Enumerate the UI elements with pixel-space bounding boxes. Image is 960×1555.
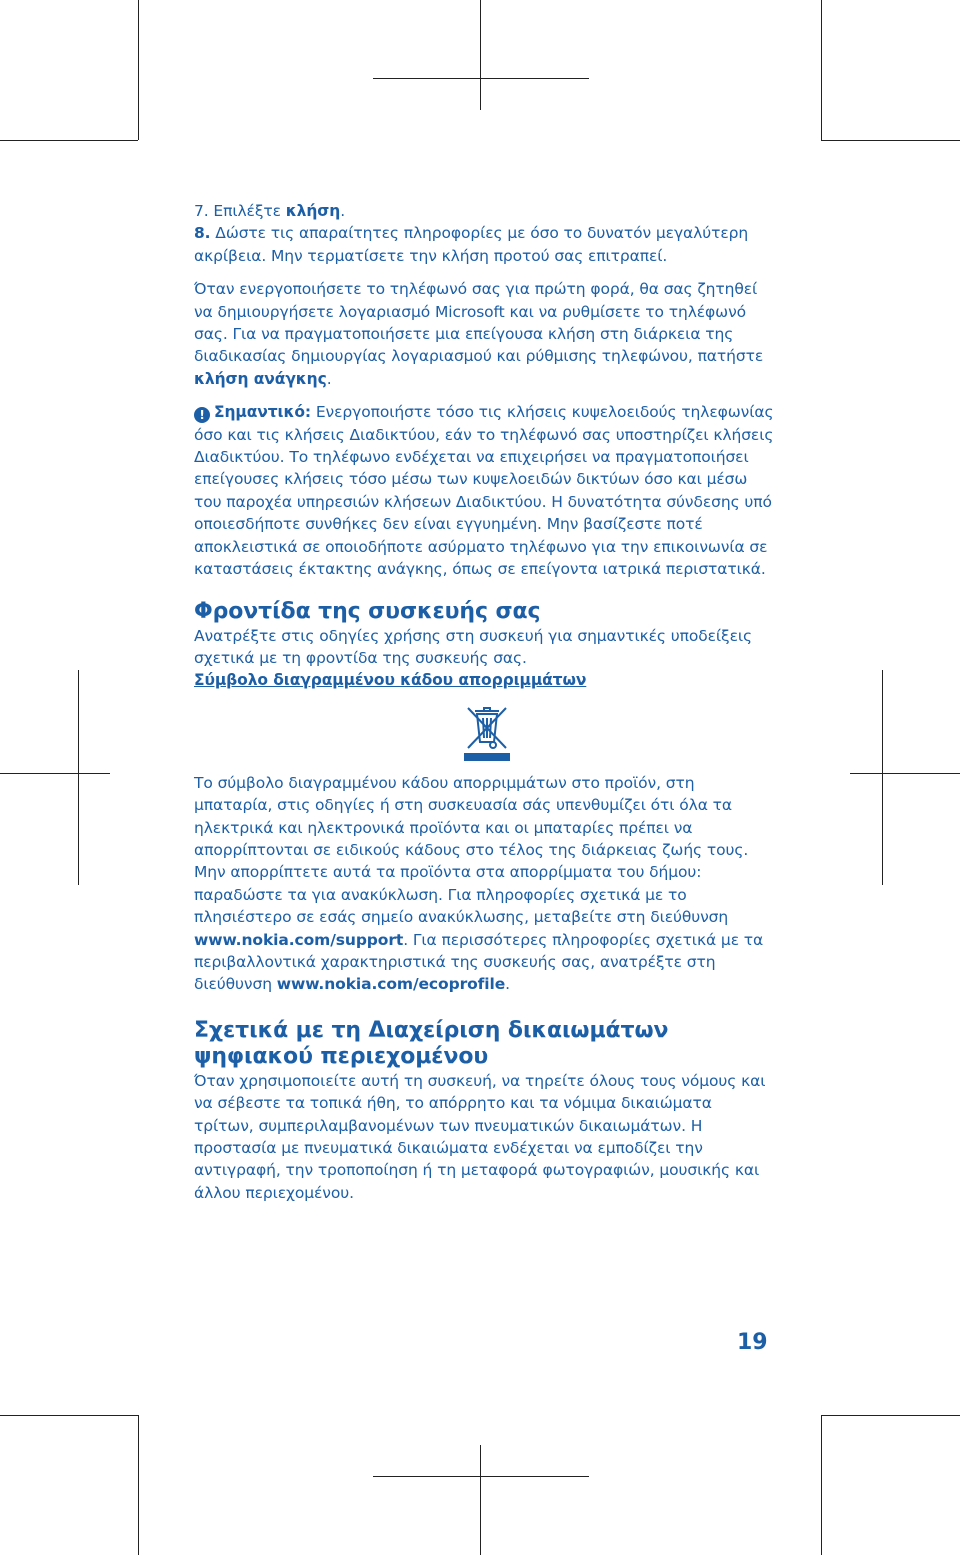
crop-mark <box>0 140 138 141</box>
step-8-text: Δώστε τις απαραίτητες πληροφορίες με όσο το δυνατόν μεγαλύτερη ακρίβεια. Μην τερματίσετε την κλήση προτού σας επιτραπεί. <box>194 224 749 265</box>
crop-mark <box>821 1415 960 1416</box>
exclamation-icon: ! <box>194 407 210 423</box>
step-7-emphasis: κλήση <box>285 202 341 220</box>
crop-mark <box>850 773 960 774</box>
intro-suffix: . <box>326 369 332 388</box>
step-8-number: 8. <box>194 224 211 243</box>
crop-mark <box>78 670 79 885</box>
recycling-paragraph <box>194 772 774 996</box>
recycling-text-2: . Για περισσότερες πληροφορίες σχετικά με τα περιβαλλοντικά χαρακτηριστικά της συσκευής σας, ανατρέξτε στη διεύθυνση <box>194 930 764 994</box>
step-7 <box>194 200 774 222</box>
support-link[interactable]: www.nokia.com/support <box>194 930 404 949</box>
crop-mark <box>821 140 960 141</box>
bin-subheading: Σύμβολο διαγραμμένου κάδου απορριμμάτων <box>194 671 587 690</box>
intro-text: Όταν ενεργοποιήσετε το τηλέφωνό σας για πρώτη φορά, θα σας ζητηθεί να δημιουργήσετε λογαριασμό Microsoft και να ρυθμίσετε το τηλέφωνό σας. Για να πραγματοποιήσετε μια επείγουσα κλήση στη διάρκεια της διαδικασίας δημιουργίας λογαριασμού και ρύθμισης τηλεφώνου, πατήστε <box>194 280 764 366</box>
drm-heading: Σχετικά με τη Διαχείριση δικαιωμάτων ψηφιακού περιεχομένου <box>194 1017 669 1069</box>
intro-emphasis: κλήση ανάγκης <box>194 369 327 388</box>
crossed-out-wheelie-bin-icon <box>462 702 512 762</box>
ecoprofile-link[interactable]: www.nokia.com/ecoprofile <box>276 975 506 994</box>
drm-text: Όταν χρησιμοποιείτε αυτή τη συσκευή, να τηρείτε όλους τους νόμους και να σέβεστε τα τοπικά ήθη, το απόρρητο και τα νόμιμα δικαιώματα τρίτων, συμπεριλαμβανομένων των πνευματικών δικαιωμάτων. Η προστασία με πνευματικά δικαιώματα ενδέχεται να εμποδίζει την αντιγραφή, την τροποποίηση ή τη μεταφορά φωτογραφιών, μουσικής και άλλου περιεχομένου. <box>194 1071 766 1202</box>
crop-mark <box>0 1415 138 1416</box>
crop-mark <box>373 78 589 79</box>
recycling-text: Το σύμβολο διαγραμμένου κάδου απορριμμάτων στο προϊόν, στη μπαταρία, στις οδηγίες ή στη συσκευασία σάς υπενθυμίζει ότι όλα τα ηλεκτρικά και ηλεκτρονικά προϊόντα και οι μπαταρίες πρέπει να απορρίπτονται σε ειδικούς κάδους στο τέλος της διάρκειας ζωής τους. Μην απορρίπτετε αυτά τα προϊόντα στα απορρίμματα του δήμου: παραδώστε τα για ανακύκλωση. Για πληροφορίες σχετικά με το πλησιέστερο σε εσάς σημείο ανακύκλωσης, μεταβείτε στη διεύθυνση <box>194 773 749 927</box>
crop-mark <box>138 1415 139 1555</box>
page-number: 19 <box>737 1330 768 1355</box>
step-7-suffix: . <box>340 202 346 220</box>
crop-mark <box>882 670 883 885</box>
intro-paragraph <box>194 278 774 390</box>
page-content <box>194 200 774 1204</box>
crop-mark <box>373 1476 589 1477</box>
care-heading: Φροντίδα της συσκευής σας <box>194 598 541 624</box>
crop-mark <box>480 1445 481 1555</box>
crop-mark <box>821 1415 822 1555</box>
step-7-text: 7. Επιλέξτε <box>194 202 286 220</box>
crop-mark <box>138 0 139 140</box>
step-8 <box>194 222 774 267</box>
recycling-text-end: . <box>505 975 510 994</box>
important-label: Σημαντικό: <box>214 403 312 422</box>
care-text: Ανατρέξτε στις οδηγίες χρήσης στη συσκευή για σημαντικές υποδείξεις σχετικά με τη φροντίδα της συσκευής σας. <box>194 626 752 667</box>
crop-mark <box>0 773 110 774</box>
important-note <box>194 401 774 580</box>
crop-mark <box>821 0 822 140</box>
crop-mark <box>480 0 481 110</box>
important-text: Ενεργοποιήστε τόσο τις κλήσεις κυψελοειδούς τηλεφωνίας όσο και τις κλήσεις Διαδικτύου, εάν το τηλέφωνό σας υποστηρίζει κλήσεις Διαδικτύου. Το τηλέφωνο ενδέχεται να επιχειρήσει να πραγματοποιήσει επείγουσες κλήσεις τόσο μέσω των κυψελοειδών δικτύων όσο και μέσω του παροχέα υπηρεσιών κλήσεων Διαδικτύου. Η δυνατότητα σύνδεσης υπό οποιεσδήποτε συνθήκες δεν είναι εγγυημένη. Μην βασίζεστε ποτέ αποκλειστικά σε οποιοδήποτε ασύρματο τηλέφωνο για την επικοινωνία σε καταστάσεις έκτακτης ανάγκης, όπως σε επείγοντα ιατρικά περιστατικά. <box>194 403 774 579</box>
